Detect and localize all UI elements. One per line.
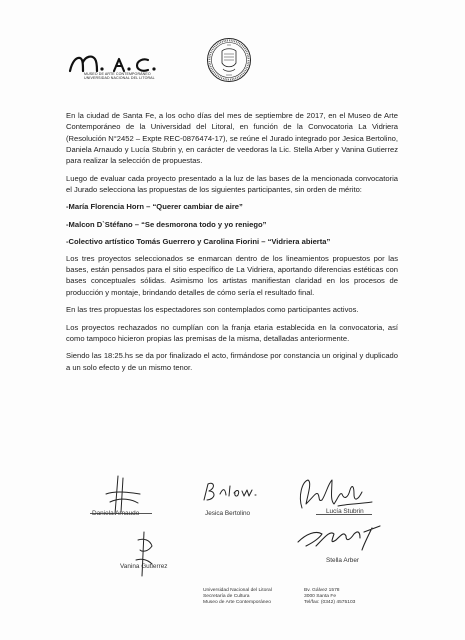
university-seal-icon: [206, 37, 252, 83]
footer-address: [304, 588, 355, 607]
paragraph-spectators: En las tres propuestas los espectadores son contemplados como participantes activos.: [66, 305, 359, 315]
signature-gutierrez: [128, 530, 158, 580]
footer-secretariat: Secretaría de Cultura: [203, 594, 250, 600]
paragraph-opening: En la ciudad de Santa Fe, a los ocho días del mes de septiembre de 2017, en el Museo de Arte Contemporáneo de la Universidad del Litoral, en función de la Convocatoria La Vidriera (Resolución N°2452 – Expte REC-0876474-17), se reúne el Jurado integrado por Jesica Bertolino, Daniela Arnaudo y Lucía Stubrin y, en carácter de veedoras la Lic. Stella Arber y Vanina Gutierrez para realizar la selección de propuestas.: [66, 111, 398, 166]
logo-caption: [84, 72, 155, 81]
footer-museum: Museo de Arte Contemporáneo: [203, 600, 271, 606]
mac-logo-mark: [68, 52, 172, 74]
act-body: [66, 110, 398, 373]
paragraph-rejected: Los proyectos rechazados no cumplían con la franja etaria establecida en la convocatoria, así como tampoco hicieron propias las premisas de la misma, detalladas anteriormente.: [66, 322, 398, 343]
logo-caption-line2: UNIVERSIDAD NACIONAL DEL LITORAL: [84, 76, 155, 81]
selection-item-3: -Colectivo artístico Tomás Guerrero y Carolina Fiorini – “Vidriera abierta”: [66, 236, 331, 246]
logo-caption-line1: MUSEO DE ARTE CONTEMPORÁNEO: [84, 72, 151, 76]
selection-item-1: -María Florencia Horn – “Querer cambiar de aire”: [66, 202, 243, 212]
footer-phone: Tel/fax: (0342) 4575103: [304, 600, 356, 606]
signature-name-arber: Stella Arber: [326, 557, 360, 564]
signature-bertolino: [200, 478, 262, 506]
footer-street: Bv. Gálvez 1578: [304, 588, 340, 593]
paragraph-evaluation: Luego de evaluar cada proyecto presentado a la luz de las bases de la mencionada convocatoria el Jurado selecciona las propuestas de los siguientes participantes, sin orden de mérito:: [66, 173, 398, 194]
signature-name-bertolino: Jesica Bertolino: [205, 510, 251, 517]
signature-name-gutierrez: Vanina Gutierrez: [120, 563, 168, 570]
footer-institution: [203, 588, 272, 607]
paragraph-rationale: Los tres proyectos seleccionados se enmarcan dentro de los lineamientos propuestos por las bases, están pensados para el sitio específico de La Vidriera, aportando diferencias estéticas con bases conceptuales sólidas. Asimismo los artistas manifiestan claridad en los procesos de producción y montaje, brindando detalles de cómo sería el resultado final.: [66, 253, 398, 297]
selection-item-2: -Malcon D`Stéfano – “Se desmorona todo y yo reniego”: [66, 219, 267, 229]
signature-arber: [292, 520, 384, 554]
signature-name-arnaudo: Daniela Arnaudo: [92, 510, 140, 517]
footer-city: 3000 Santa Fe: [304, 594, 337, 600]
paragraph-closing: Siendo las 18:25.hs se da por finalizado el acto, firmándose por constancia un original y duplicado a un solo efecto y de un mismo tenor.: [66, 351, 398, 372]
signature-name-stubrin: Lucía Stubrin: [326, 508, 364, 515]
mac-logo: [68, 52, 172, 82]
footer-university: Universidad Nacional del Litoral: [203, 588, 272, 593]
